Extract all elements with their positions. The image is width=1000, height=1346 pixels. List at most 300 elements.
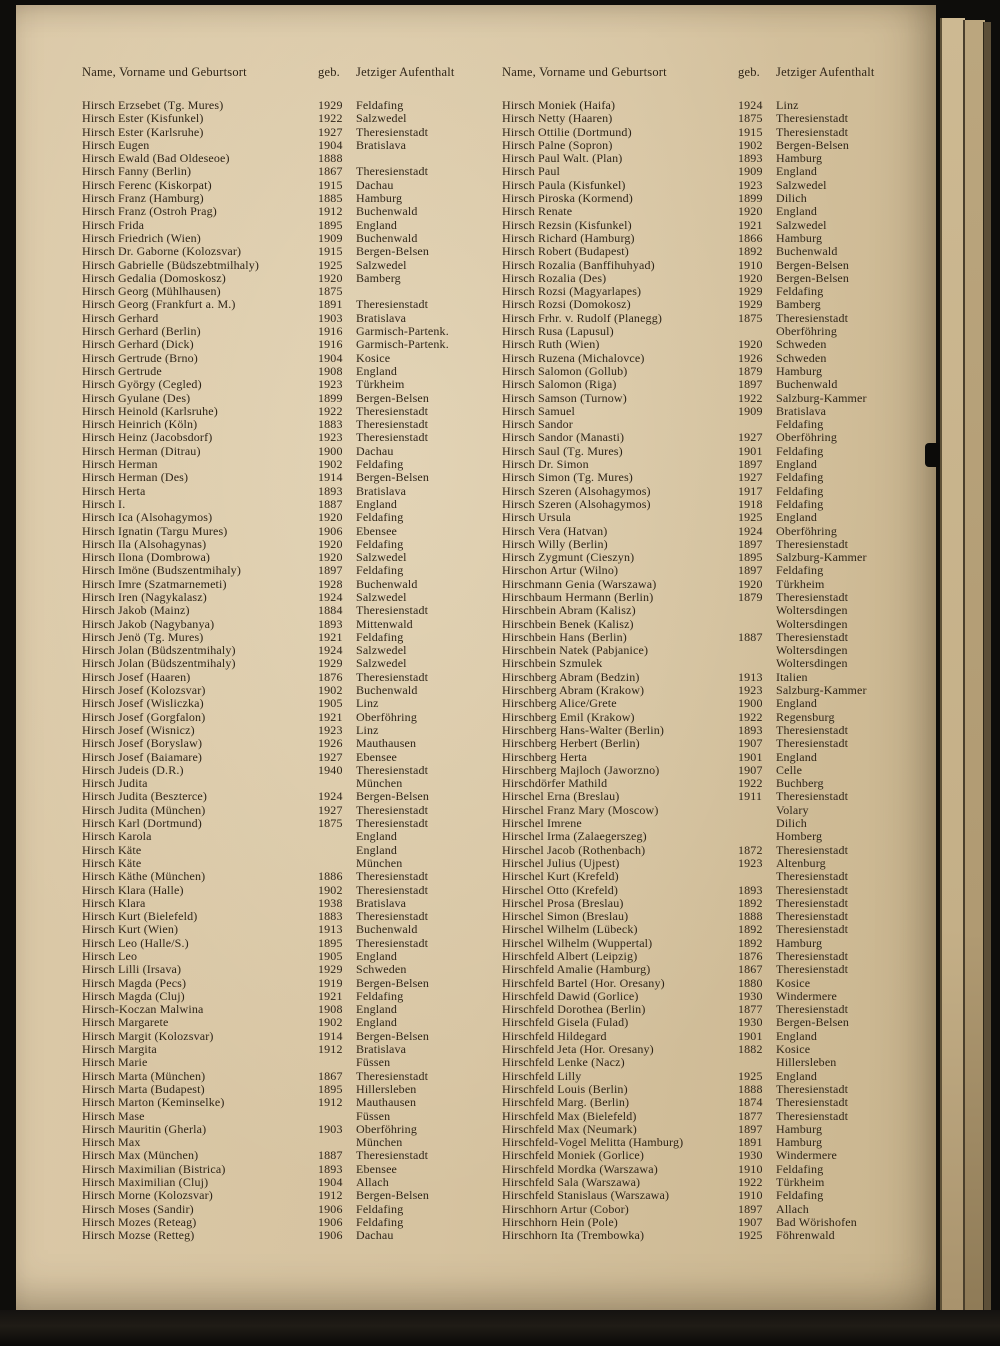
cell-name: Hirsch Willy (Berlin) [502,536,608,551]
cell-name: Hirsch Judeis (D.R.) [82,762,184,777]
cell-geb: 1926 [318,736,343,751]
cell-name: Hirsch Saul (Tg. Mures) [502,443,623,458]
cell-residence: Buchenwald [356,204,418,219]
cell-name: Hirsch Mase [82,1108,145,1123]
cell-residence: Salzburg-Kammer [776,683,867,698]
cell-residence: Feldafing [356,629,404,644]
cell-name: Hirsch Josef (Kolozsvar) [82,683,206,698]
cell-name: Hirsch Ester (Kisfunkel) [82,111,204,126]
cell-geb: 1895 [318,217,343,232]
table-row [502,631,926,644]
cell-geb: 1929 [738,284,763,299]
table-row [502,644,926,657]
cell-residence: Bratislava [356,895,407,910]
table-row [502,485,926,498]
cell-geb: 1918 [738,496,763,511]
cell-name: Hirsch Salomon (Riga) [502,377,617,392]
cell-geb: 1929 [738,297,763,312]
cell-residence: Mauthausen [356,1095,417,1110]
cell-residence: Mauthausen [356,736,417,751]
cell-residence: Buchberg [776,776,824,791]
cell-residence: Dilich [776,816,807,831]
cell-geb: 1891 [738,1135,763,1150]
cell-residence: Hamburg [776,1135,823,1150]
cell-geb: 1922 [318,403,343,418]
table-row [502,923,926,936]
table-row [502,790,926,803]
cell-residence: Salzwedel [356,589,407,604]
cell-residence: Theresienstadt [356,882,429,897]
table-row [502,711,926,724]
cell-residence: England [356,829,398,844]
cell-geb: 1920 [738,337,763,352]
cell-geb: 1907 [738,762,763,777]
cell-geb: 1923 [318,722,343,737]
cell-residence: Hamburg [776,935,823,950]
table-row [502,298,926,311]
cell-residence: Theresienstadt [356,430,429,445]
cell-residence: Salzwedel [356,643,407,658]
cell-name: Hirsch Gedalia (Domoskosz) [82,270,226,285]
cell-residence: Oberföhring [356,1121,417,1136]
table-row [82,1229,506,1242]
cell-geb: 1884 [318,603,343,618]
cell-geb: 1915 [738,124,763,139]
cell-geb: 1920 [738,576,763,591]
cell-name: Hirsch Marta (Budapest) [82,1081,205,1096]
cell-residence: Feldafing [776,284,824,299]
cell-name: Hirsch Ester (Karlsruhe) [82,124,204,139]
table-row [502,591,926,604]
cell-name: Hirsch Gyulane (Des) [82,390,191,405]
cell-geb: 1912 [318,1042,343,1057]
cell-name: Hirsch Rozalia (Des) [502,270,607,285]
cell-name: Hirsch Josef (Baiamare) [82,749,203,764]
cell-geb: 1924 [318,589,343,604]
cell-residence: Theresienstadt [356,417,429,432]
cell-name: Hirschel Simon (Breslau) [502,909,629,924]
right-column-rows [502,99,926,1243]
cell-geb: 1925 [738,1228,763,1243]
table-row [502,817,926,830]
cell-geb: 1908 [318,1002,343,1017]
cell-geb [318,1136,356,1149]
table-row [502,498,926,511]
table-row [502,431,926,444]
cell-residence: Theresienstadt [356,909,429,924]
cell-residence: Kosice [776,1042,811,1057]
cell-geb: 1923 [318,377,343,392]
cell-residence: Woltersdingen [776,616,848,631]
cell-name: Hirschfeld Albert (Leipzig) [502,949,638,963]
cell-geb [738,657,776,670]
cell-residence: England [356,217,398,232]
cell-name: Hirsch Ottilie (Dortmund) [502,124,632,139]
cell-geb: 1924 [318,789,343,804]
cell-geb [738,325,776,338]
table-row [502,764,926,777]
cell-residence: Ebensee [356,749,398,764]
cell-geb: 1897 [738,536,763,551]
cell-residence: München [356,776,403,791]
cell-residence: England [356,842,398,857]
cell-name: Hirsch Magda (Pecs) [82,975,187,990]
cell-name: Hirsch Karl (Dortmund) [82,816,202,831]
cell-residence: Allach [776,1201,809,1216]
cell-residence: Türkheim [776,1175,825,1190]
cell-residence: Hamburg [776,151,823,166]
cell-residence: Feldafing [356,1201,404,1216]
cell-residence: Linz [776,98,799,112]
table-row [502,1189,926,1202]
cell-geb: 1875 [738,310,763,325]
cell-name: Hirsch Rezsin (Kisfunkel) [502,217,632,232]
cell-residence: Altenburg [776,855,826,870]
cell-geb: 1940 [318,762,343,777]
cell-residence: Theresienstadt [776,842,849,857]
cell-geb: 1922 [738,709,763,724]
cell-residence: Volary [776,802,809,817]
table-row [82,1110,506,1123]
cell-residence [356,152,506,165]
cell-name: Hirsch György (Cegled) [82,377,202,392]
table-row [82,405,506,418]
table-row [502,139,926,152]
cell-residence: Theresienstadt [356,164,429,179]
table-row [502,990,926,1003]
table-row [82,285,506,298]
cell-residence: Kosice [356,350,391,365]
cell-residence: Hamburg [356,191,403,206]
cell-name: Hirsch Frida [82,217,145,232]
cell-name: Hirsch Karola [82,829,152,844]
cell-name: Hirsch Mozes (Reteag) [82,1214,197,1229]
cell-residence: Feldafing [356,563,404,578]
table-row [502,192,926,205]
table-row [502,737,926,750]
table-row [502,471,926,484]
table-row [502,405,926,418]
cell-name: Hirsch Szeren (Alsohagymos) [502,483,651,498]
cell-geb: 1914 [318,470,343,485]
cell-name: Hirschfeld Max (Neumark) [502,1121,637,1136]
cell-name: Hirschbein Abram (Kalisz) [502,603,636,618]
cell-name: Hirsch Margit (Kolozsvar) [82,1028,214,1043]
cell-name: Hirsch Marie [82,1055,148,1070]
cell-name: Hirsch Josef (Wisnicz) [82,722,195,737]
cell-geb: 1901 [738,443,763,458]
cell-residence: Hamburg [776,230,823,245]
table-row [502,179,926,192]
table-row [502,1043,926,1056]
cell-geb: 1926 [738,350,763,365]
cell-name: Hirsch Erzsebet (Tg. Mures) [82,98,224,112]
cell-geb: 1922 [738,390,763,405]
cell-name: Hirsch Ruzena (Michalovce) [502,350,645,365]
cell-name: Hirschfeld Bartel (Hor. Oresany) [502,975,665,990]
cell-geb: 1891 [318,297,343,312]
cell-name: Hirsch Robert (Budapest) [502,244,629,259]
table-row [502,1003,926,1016]
cell-geb: 1914 [318,1028,343,1043]
table-row [82,870,506,883]
table-row [82,538,506,551]
table-row [82,990,506,1003]
cell-residence: England [776,696,818,711]
cell-name: Hirsch Ilona (Dombrowa) [82,550,211,565]
cell-name: Hirschfeld Stanislaus (Warszawa) [502,1188,670,1203]
cell-name: Hirsch Zygmunt (Cieszyn) [502,550,635,565]
table-row [82,471,506,484]
table-row [82,485,506,498]
cell-geb: 1892 [738,935,763,950]
table-row [82,751,506,764]
cell-name: Hirsch Marta (München) [82,1068,206,1083]
cell-name: Hirschel Jacob (Rothenbach) [502,842,646,857]
cell-geb: 1888 [738,1081,763,1096]
table-row [82,1203,506,1216]
cell-residence: Bergen-Belsen [776,270,850,285]
table-row [82,232,506,245]
table-row [82,937,506,950]
cell-residence: Salzburg-Kammer [776,550,867,565]
cell-geb: 1902 [318,457,343,472]
cell-name: Hirsch Dr. Gaborne (Kolozsvar) [82,244,242,259]
cell-name: Hirsch Judita (München) [82,802,206,817]
table-row [82,511,506,524]
cell-geb: 1875 [318,816,343,831]
cell-name: Hirschbaum Hermann (Berlin) [502,589,654,604]
table-row [82,365,506,378]
cell-geb: 1882 [738,1042,763,1057]
cell-geb: 1892 [738,922,763,937]
cell-residence: Buchenwald [356,922,418,937]
cell-residence: Bergen-Belsen [356,789,430,804]
table-row [82,777,506,790]
table-row [502,724,926,737]
cell-geb: 1877 [738,1002,763,1017]
cell-name: Hirsch Salomon (Gollub) [502,363,628,378]
cell-residence: Buchenwald [356,576,418,591]
cell-geb: 1916 [318,337,343,352]
cell-geb [738,830,776,843]
cell-residence: England [776,1028,818,1043]
table-row [502,365,926,378]
cell-geb: 1903 [318,1121,343,1136]
cell-residence: Theresienstadt [776,1108,849,1123]
cell-geb: 1904 [318,137,343,152]
table-row [82,312,506,325]
cell-name: Hirschel Prosa (Breslau) [502,895,624,910]
cell-geb: 1879 [738,589,763,604]
cell-name: Hirsch Ursula [502,510,571,525]
cell-geb: 1887 [738,629,763,644]
cell-geb: 1893 [738,151,763,166]
table-row [502,804,926,817]
table-row [82,737,506,750]
cell-residence: Feldafing [776,417,824,432]
table-row [502,1016,926,1029]
cell-geb: 1924 [318,643,343,658]
cell-geb [318,1056,356,1069]
cell-residence: Garmisch-Partenk. [356,324,449,339]
cell-geb: 1920 [318,536,343,551]
cell-name: Hirsch Ruth (Wien) [502,337,600,352]
cell-name: Hirsch Frhr. v. Rudolf (Planegg) [502,310,663,325]
cell-geb: 1875 [738,111,763,126]
cell-residence: Linz [356,722,379,737]
cell-geb: 1929 [318,962,343,977]
cell-residence: Dilich [776,191,807,206]
table-row [502,671,926,684]
table-row [502,977,926,990]
table-row [82,844,506,857]
cell-residence: Theresienstadt [776,922,849,937]
table-row [82,1176,506,1189]
cell-residence: Theresienstadt [776,1095,849,1110]
cell-geb: 1928 [318,576,343,591]
table-row [502,1123,926,1136]
cell-residence: England [776,749,818,764]
cell-name: Hirsch Leo [82,949,138,963]
cell-name: Hirsch Margita [82,1042,157,1057]
cell-residence: Feldafing [776,1161,824,1176]
table-row [82,1163,506,1176]
cell-residence: Schweden [776,350,827,365]
cell-name: Hirschberg Alice/Grete [502,696,617,711]
cell-name: Hirsch Rozsi (Domokosz) [502,297,631,312]
cell-name: Hirschfeld Marg. (Berlin) [502,1095,630,1110]
cell-name: Hirsch Sandor (Manasti) [502,430,625,445]
cell-residence: England [776,1068,818,1083]
table-row [502,392,926,405]
table-row [82,431,506,444]
cell-residence: Theresienstadt [776,629,849,644]
cell-residence: Schweden [356,962,407,977]
cell-geb: 1867 [318,1068,343,1083]
cell-name: Hirschhorn Hein (Pole) [502,1214,618,1229]
cell-residence: Föhrenwald [776,1228,835,1243]
cell-geb: 1905 [318,949,343,963]
cell-geb: 1893 [738,722,763,737]
cell-name: Hirsch Lilli (Irsava) [82,962,182,977]
table-row [82,618,506,631]
table-row [82,1149,506,1162]
table-row [502,1056,926,1069]
cell-residence: Füssen [356,1108,391,1123]
cell-geb: 1904 [318,350,343,365]
cell-geb: 1880 [738,975,763,990]
table-row [502,232,926,245]
table-row [502,458,926,471]
cell-name: Hirschberg Emil (Krakow) [502,709,635,724]
cell-name: Hirsch Leo (Halle/S.) [82,935,189,950]
cell-residence: Feldafing [356,510,404,525]
cell-name: Hirschfeld Louis (Berlin) [502,1081,628,1096]
table-row [502,445,926,458]
table-row [502,538,926,551]
cell-name: Hirschberg Majloch (Jaworzno) [502,762,660,777]
cell-name: Hirsch Rusa (Lapusul) [502,324,614,339]
table-row [502,1163,926,1176]
cell-residence: Mittenwald [356,616,413,631]
cell-geb: 1922 [318,111,343,126]
cell-name: Hirsch Ila (Alsohagynas) [82,536,207,551]
cell-residence: Bergen-Belsen [356,244,430,259]
cell-geb: 1886 [318,869,343,884]
cell-residence: Füssen [356,1055,391,1070]
cell-name: Hirschfeld Lenke (Nacz) [502,1055,625,1070]
cell-geb [318,830,356,843]
cell-residence: Dachau [356,177,394,192]
cell-residence: Feldafing [776,1188,824,1203]
cell-geb: 1897 [738,563,763,578]
cell-geb: 1915 [318,244,343,259]
cell-geb: 1897 [738,1201,763,1216]
table-row [502,657,926,670]
header-geb-col: geb. [318,65,340,79]
cell-geb [318,844,356,857]
cell-residence: Theresienstadt [356,816,429,831]
cell-residence: Salzwedel [356,257,407,272]
cell-residence: Woltersdingen [776,603,848,618]
cell-geb: 1912 [318,204,343,219]
table-row [82,897,506,910]
cell-geb: 1893 [318,483,343,498]
table-row [82,671,506,684]
cell-name: Hirsch Paul [502,164,560,179]
cell-residence: Bergen-Belsen [776,137,850,152]
header-residence-col: Jetziger Aufenthalt [776,65,875,79]
page-edge-strip [963,20,985,1320]
cell-name: Hirschbein Szmulek [502,656,603,671]
cell-geb: 1912 [318,1095,343,1110]
cell-geb: 1907 [738,736,763,751]
table-row [82,272,506,285]
cell-geb: 1874 [738,1095,763,1110]
table-row [502,870,926,883]
table-row [82,418,506,431]
cell-name: Hirschdörfer Mathild [502,776,608,791]
table-row [502,1149,926,1162]
cell-geb: 1897 [738,377,763,392]
cell-residence: Theresienstadt [356,802,429,817]
table-row [82,525,506,538]
cell-geb: 1897 [318,563,343,578]
cell-geb: 1927 [318,749,343,764]
cell-name: Hirsch Herman (Ditrau) [82,443,201,458]
cell-name: Hirsch Ewald (Bad Oldeseoe) [82,151,230,166]
cell-geb: 1927 [318,124,343,139]
table-row [502,272,926,285]
cell-name: Hirschberg Herbert (Berlin) [502,736,640,751]
cell-name: Hirsch Marton (Keminselke) [82,1095,225,1110]
table-row [82,152,506,165]
table-row [82,392,506,405]
cell-residence: Feldafing [356,98,404,112]
table-row [82,1123,506,1136]
cell-name: Hirsch Georg (Mühlhausen) [82,284,221,299]
cell-residence: Bad Wörishofen [776,1214,857,1229]
cell-name: Hirsch Herta [82,483,146,498]
cell-name: Hirsch Gerhard (Dick) [82,337,194,352]
table-row [502,830,926,843]
cell-geb: 1906 [318,1201,343,1216]
cell-name: Hirsch Margarete [82,1015,169,1030]
table-row [502,219,926,232]
cell-geb: 1915 [318,177,343,192]
cell-geb: 1909 [738,403,763,418]
